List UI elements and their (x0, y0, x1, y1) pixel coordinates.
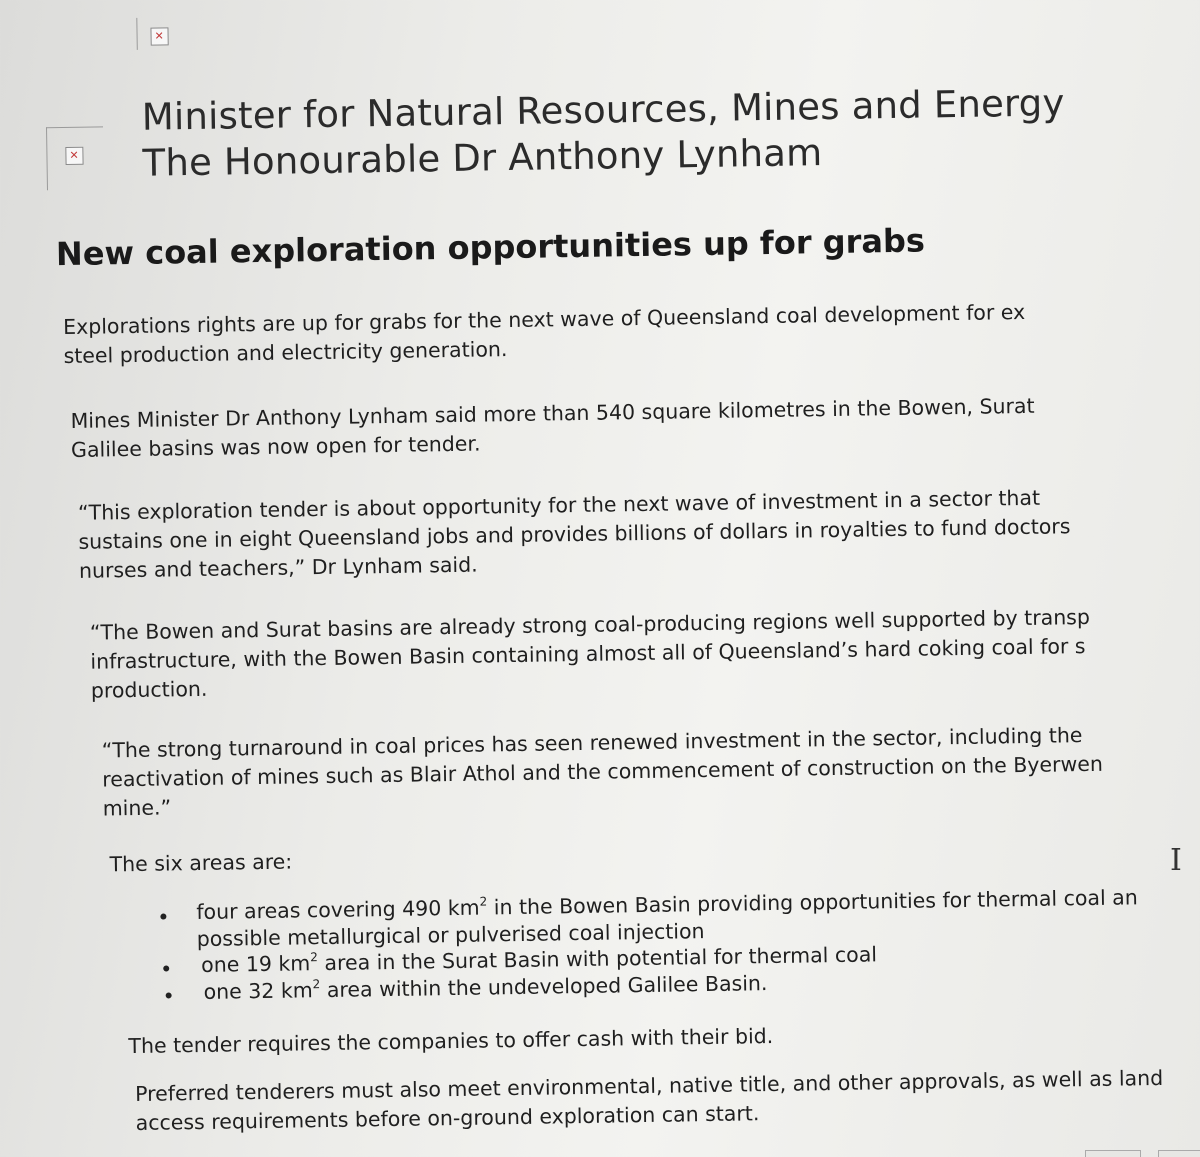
minister-title: Minister for Natural Resources, Mines and Energy (141, 81, 1065, 139)
paragraph-quote-2 (90, 603, 1091, 706)
paragraph-line: “The strong turnaround in coal prices has seen renewed investment in the sector, including the (101, 723, 1083, 763)
list-item: one 32 $km^2$ area within the undeveloped Galilee Basin. (203, 971, 768, 1004)
bottom-edge-tab (1158, 1150, 1200, 1157)
paragraph-line: mine.” (102, 795, 172, 821)
paragraph-minister-statement (70, 392, 1035, 465)
bullet-icon (166, 992, 172, 998)
paragraph-line: Galilee basins was now open for tender. (70, 431, 481, 462)
minister-name: The Honourable Dr Anthony Lynham (142, 131, 823, 185)
paragraph-tender-requirement: The tender requires the companies to offer cash with their bid. (128, 1023, 774, 1059)
paragraph-line: production. (90, 676, 208, 703)
list-item: one 19 $km^2$ area in the Surat Basin with potential for thermal coal (200, 942, 878, 977)
broken-image-icon: ✕ (150, 27, 168, 45)
areas-intro: The six areas are: (109, 849, 293, 877)
paragraph-line: nurses and teachers,” Dr Lynham said. (78, 552, 478, 583)
bullet-icon (163, 965, 169, 971)
bottom-edge-tab (1085, 1150, 1141, 1157)
text-cursor-icon: I (1170, 843, 1182, 878)
paragraph-line: “The Bowen and Surat basins are already strong coal-producing regions well supported by transp (89, 604, 1091, 645)
paragraph-quote-3 (102, 721, 1104, 824)
paragraph-line: “This exploration tender is about opportunity for the next wave of investment in a sector that (77, 485, 1041, 525)
paragraph-line: sustains one in eight Queensland jobs and provides billions of dollars in royalties to fund doctors (78, 514, 1071, 554)
article-headline: New coal exploration opportunities up for grabs (55, 221, 926, 274)
bullet-icon (160, 913, 166, 919)
paragraph-line: Explorations rights are up for grabs for the next wave of Queensland coal development for ex (62, 299, 1026, 340)
paragraph-line: Mines Minister Dr Anthony Lynham said more than 540 square kilometres in the Bowen, Surat (70, 393, 1035, 433)
paragraph-line: access requirements before on-ground exploration can start. (135, 1101, 760, 1136)
paragraph-preferred-tenderers (135, 1064, 1164, 1138)
paragraph-line: infrastructure, with the Bowen Basin containing almost all of Queensland’s hard coking coal for s (90, 634, 1086, 674)
broken-image-icon: ✕ (65, 147, 83, 165)
paragraph-intro (63, 298, 1026, 371)
paragraph-line: steel production and electricity generation. (63, 337, 508, 369)
list-item: four areas covering 490 $km^2$ in the Bowen Basin providing opportunities for thermal coal an possible metallurgical or pulverised coal injection (196, 885, 1138, 952)
paragraph-quote-1 (78, 483, 1071, 586)
paragraph-line: reactivation of mines such as Blair Athol and the commencement of construction on the Byerwen (102, 751, 1104, 792)
paragraph-line: Preferred tenderers must also meet environmental, native title, and other approvals, as well as land (135, 1065, 1164, 1107)
